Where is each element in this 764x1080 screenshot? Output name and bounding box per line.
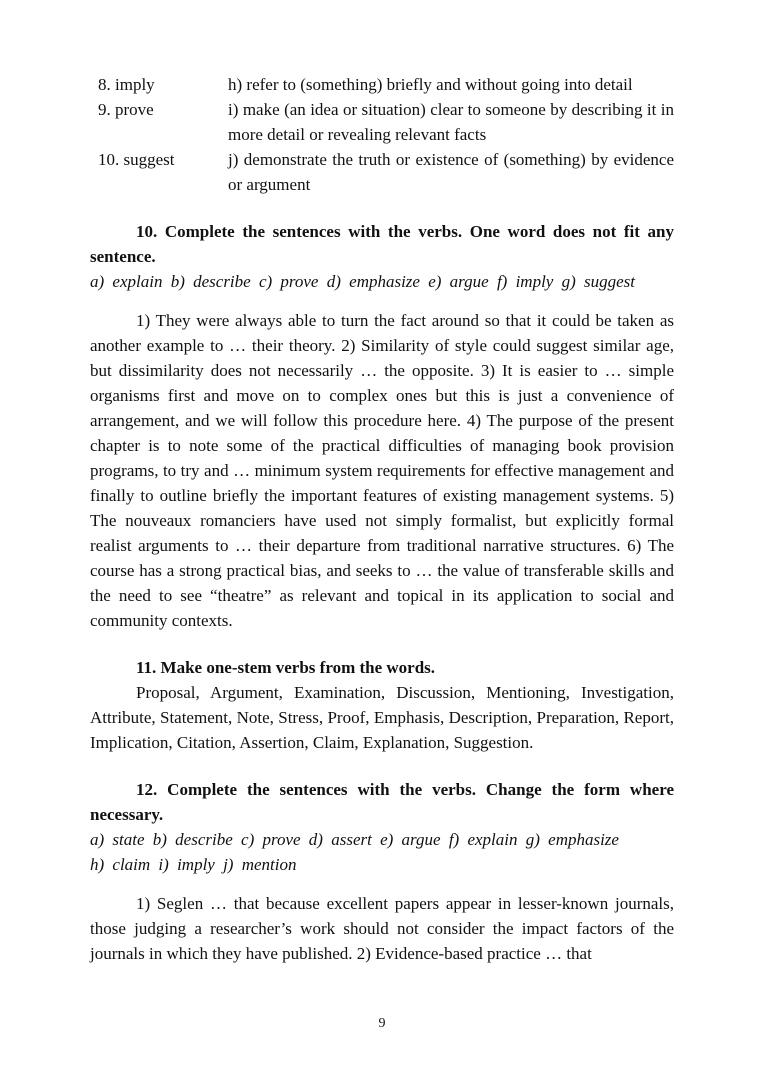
page-number: 9 <box>378 1016 386 1031</box>
exercise-10-heading: 10. Complete the sentences with the verbs. One word does not fit any sentence. <box>90 222 674 266</box>
exercise-12-options-line1: a) state b) describe c) prove d) assert e) argue f) explain g) emphasize <box>90 830 619 849</box>
definition-word: 10. suggest <box>98 150 175 169</box>
exercise-10-options: a) explain b) describe c) prove d) emphasize e) argue f) imply g) suggest <box>90 272 636 291</box>
definition-row <box>90 97 674 147</box>
exercise-10 <box>90 219 674 633</box>
exercise-10-text: 1) They were always able to turn the fact around so that it could be taken as another example to … their theory. 2) Similarity of style could suggest similar age, but dissimilarity does not necessarily … the opposite. 3) It is easier to … simple organisms first and move on to complex ones but this is just a convenience of arrangement, and we will follow this procedure here. 4) The purpose of the present chapter is to note some of the practical difficulties of managing book provision programs, to try and … minimum system requirements for effective management and finally to outline briefly the important features of existing management systems. 5) The nouveaux romanciers have used not simply formalist, but explicitly formal realist arguments to … their departure from traditional narrative structures. 6) The course has a strong practical bias, and seeks to … the value of transferable skills and the need to see “theatre” as relevant and topical in its application to social and community contexts. <box>90 311 674 630</box>
definition-row <box>90 72 674 97</box>
exercise-11-text: Proposal, Argument, Examination, Discussion, Mentioning, Investigation, Attribute, Statement, Note, Stress, Proof, Emphasis, Description, Preparation, Report, Implication, Citation, Assertion, Claim, Explanation, Suggestion. <box>90 683 674 752</box>
definition-row <box>90 147 674 197</box>
exercise-12 <box>90 777 674 966</box>
exercise-12-heading: 12. Complete the sentences with the verbs. Change the form where necessary. <box>90 780 674 824</box>
exercise-11-heading: 11. Make one-stem verbs from the words. <box>136 658 436 677</box>
definition-text: j) demonstrate the truth or existence of (something) by evidence or argument <box>228 150 674 194</box>
exercise-12-text: 1) Seglen … that because excellent papers appear in lesser-known journals, those judging a researcher’s work should not consider the impact factors of the journals in which they have published. 2) Evidence-based practice … that <box>90 894 674 963</box>
definition-list <box>90 72 674 197</box>
definition-word: 9. prove <box>98 100 154 119</box>
exercise-12-options-line2: h) claim i) imply j) mention <box>90 855 297 874</box>
exercise-11 <box>90 655 674 755</box>
definition-word: 8. imply <box>98 75 155 94</box>
definition-text: h) refer to (something) briefly and without going into detail <box>228 75 633 94</box>
definition-text: i) make (an idea or situation) clear to someone by describing it in more detail or revealing relevant facts <box>228 100 674 144</box>
page-content <box>90 72 674 966</box>
